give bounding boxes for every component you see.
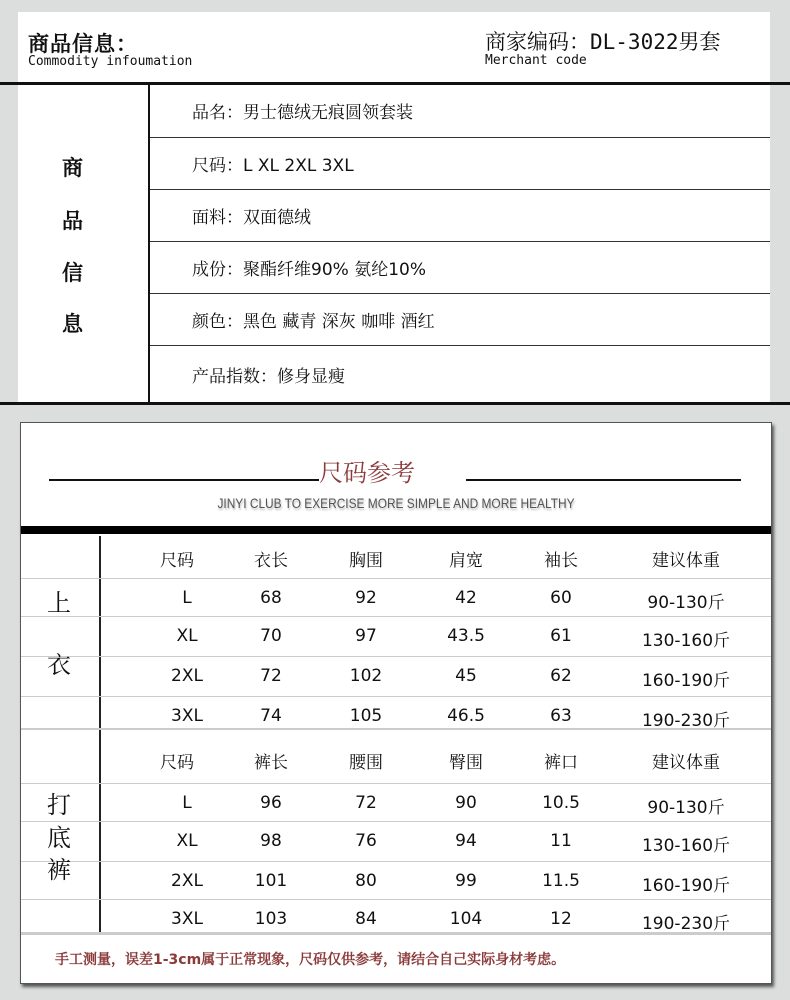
column-header: 衣长 [254, 551, 288, 571]
info-row [150, 346, 770, 402]
table-cell: 72 [355, 793, 377, 813]
column-header: 肩宽 [449, 551, 483, 571]
divider [99, 536, 101, 933]
table-cell: 45 [455, 666, 477, 686]
table-cell: 104 [449, 909, 483, 929]
table-cell: 94 [455, 831, 477, 851]
column-header: 建议体重 [652, 753, 720, 773]
table-cell: 46.5 [447, 706, 485, 726]
section-label: 打 [47, 791, 71, 819]
info-row [150, 190, 770, 242]
row-divider [21, 696, 771, 697]
merchant-code-sub: Merchant code [485, 53, 587, 68]
table-cell: 160-190斤 [641, 671, 731, 691]
title-line-left [49, 479, 319, 481]
header-subtitle: Commodity infoumation [28, 54, 193, 69]
table-cell: 11.5 [542, 871, 580, 891]
info-row [150, 138, 770, 190]
section-label: 上 [47, 589, 71, 617]
table-cell: 190-230斤 [641, 711, 731, 731]
table-cell: 160-190斤 [641, 876, 731, 896]
thick-bar [21, 526, 771, 534]
table-cell: 102 [349, 666, 383, 686]
row-divider [21, 861, 771, 862]
column-header: 建议体重 [652, 551, 720, 571]
size-chart-panel [20, 422, 772, 984]
table-cell: 76 [355, 831, 377, 851]
divider [0, 402, 790, 405]
title-line-right [466, 479, 741, 481]
table-cell: 70 [260, 626, 282, 646]
info-row-text: 成份：聚酯纤维90% 氨纶10% [192, 260, 426, 280]
measurement-note: 手工测量，误差1-3cm属于正常现象，尺码仅供参考，请结合自己实际身材考虑。 [55, 952, 566, 968]
section-label: 底 [47, 824, 71, 852]
table-cell: 10.5 [542, 793, 580, 813]
table-cell: 98 [260, 831, 282, 851]
row-divider [21, 783, 771, 784]
column-header: 腰围 [349, 753, 383, 773]
slogan: JINYI CLUB TO EXERCISE MORE SIMPLE AND MORE HEALTHY [217, 495, 575, 511]
table-cell: L [182, 793, 192, 813]
table-cell: 90-130斤 [647, 798, 725, 818]
table-cell: 43.5 [447, 626, 485, 646]
side-char: 品 [62, 209, 83, 233]
table-cell: 130-160斤 [641, 836, 731, 856]
table-cell: 92 [355, 588, 377, 608]
header-title: 商品信息： [28, 32, 138, 56]
table-cell: 96 [260, 793, 282, 813]
row-divider [21, 899, 771, 900]
table-cell: 74 [260, 706, 282, 726]
section-label: 裤 [47, 856, 71, 884]
table-cell: 90 [455, 793, 477, 813]
info-row-text: 品名：男士德绒无痕圆领套装 [192, 102, 413, 123]
row-divider [21, 656, 771, 657]
info-row-text: 面料：双面德绒 [192, 208, 311, 228]
side-char: 息 [62, 312, 83, 336]
table-cell: 101 [254, 871, 288, 891]
table-cell: 130-160斤 [641, 631, 731, 651]
size-title: 尺码参考 [319, 459, 415, 487]
table-cell: 97 [355, 626, 377, 646]
table-cell: 2XL [171, 871, 203, 891]
column-header: 裤口 [544, 753, 578, 773]
row-divider [21, 616, 771, 617]
info-row [150, 242, 770, 294]
info-row [150, 294, 770, 346]
table-cell: 72 [260, 666, 282, 686]
table-cell: 42 [455, 588, 477, 608]
table-cell: 3XL [171, 706, 203, 726]
column-header: 裤长 [254, 753, 288, 773]
info-row-text: 颜色：黑色 藏青 深灰 咖啡 酒红 [192, 312, 435, 332]
column-header: 尺码 [160, 753, 194, 773]
table-cell: 103 [254, 909, 288, 929]
table-cell: 68 [260, 588, 282, 608]
info-row [150, 83, 770, 138]
table-cell: 63 [550, 706, 572, 726]
table-cell: 190-230斤 [641, 914, 731, 934]
table-cell: 3XL [171, 909, 203, 929]
table-cell: 2XL [171, 666, 203, 686]
row-divider [21, 578, 771, 579]
table-cell: 62 [550, 666, 572, 686]
table-cell: 11 [550, 831, 572, 851]
info-row-text: 产品指数：修身显瘦 [192, 366, 345, 387]
table-cell: 60 [550, 588, 572, 608]
table-cell: 61 [550, 626, 572, 646]
table-cell: 80 [355, 871, 377, 891]
table-cell: 12 [550, 909, 572, 929]
table-cell: L [182, 588, 192, 608]
row-divider [21, 821, 771, 822]
column-header: 尺码 [160, 551, 194, 571]
column-header: 胸围 [349, 551, 383, 571]
table-cell: 90-130斤 [647, 593, 725, 613]
column-header: 袖长 [544, 551, 578, 571]
table-cell: 105 [349, 706, 383, 726]
table-cell: 99 [455, 871, 477, 891]
table-cell: XL [176, 831, 198, 851]
section-label: 衣 [47, 651, 71, 679]
merchant-code: 商家编码：DL-3022男套 [485, 30, 721, 54]
side-char: 商 [62, 156, 83, 180]
table-cell: 84 [355, 909, 377, 929]
side-char: 信 [62, 261, 83, 285]
table-cell: XL [176, 626, 198, 646]
info-row-text: 尺码：L XL 2XL 3XL [192, 156, 354, 176]
column-header: 臀围 [449, 753, 483, 773]
